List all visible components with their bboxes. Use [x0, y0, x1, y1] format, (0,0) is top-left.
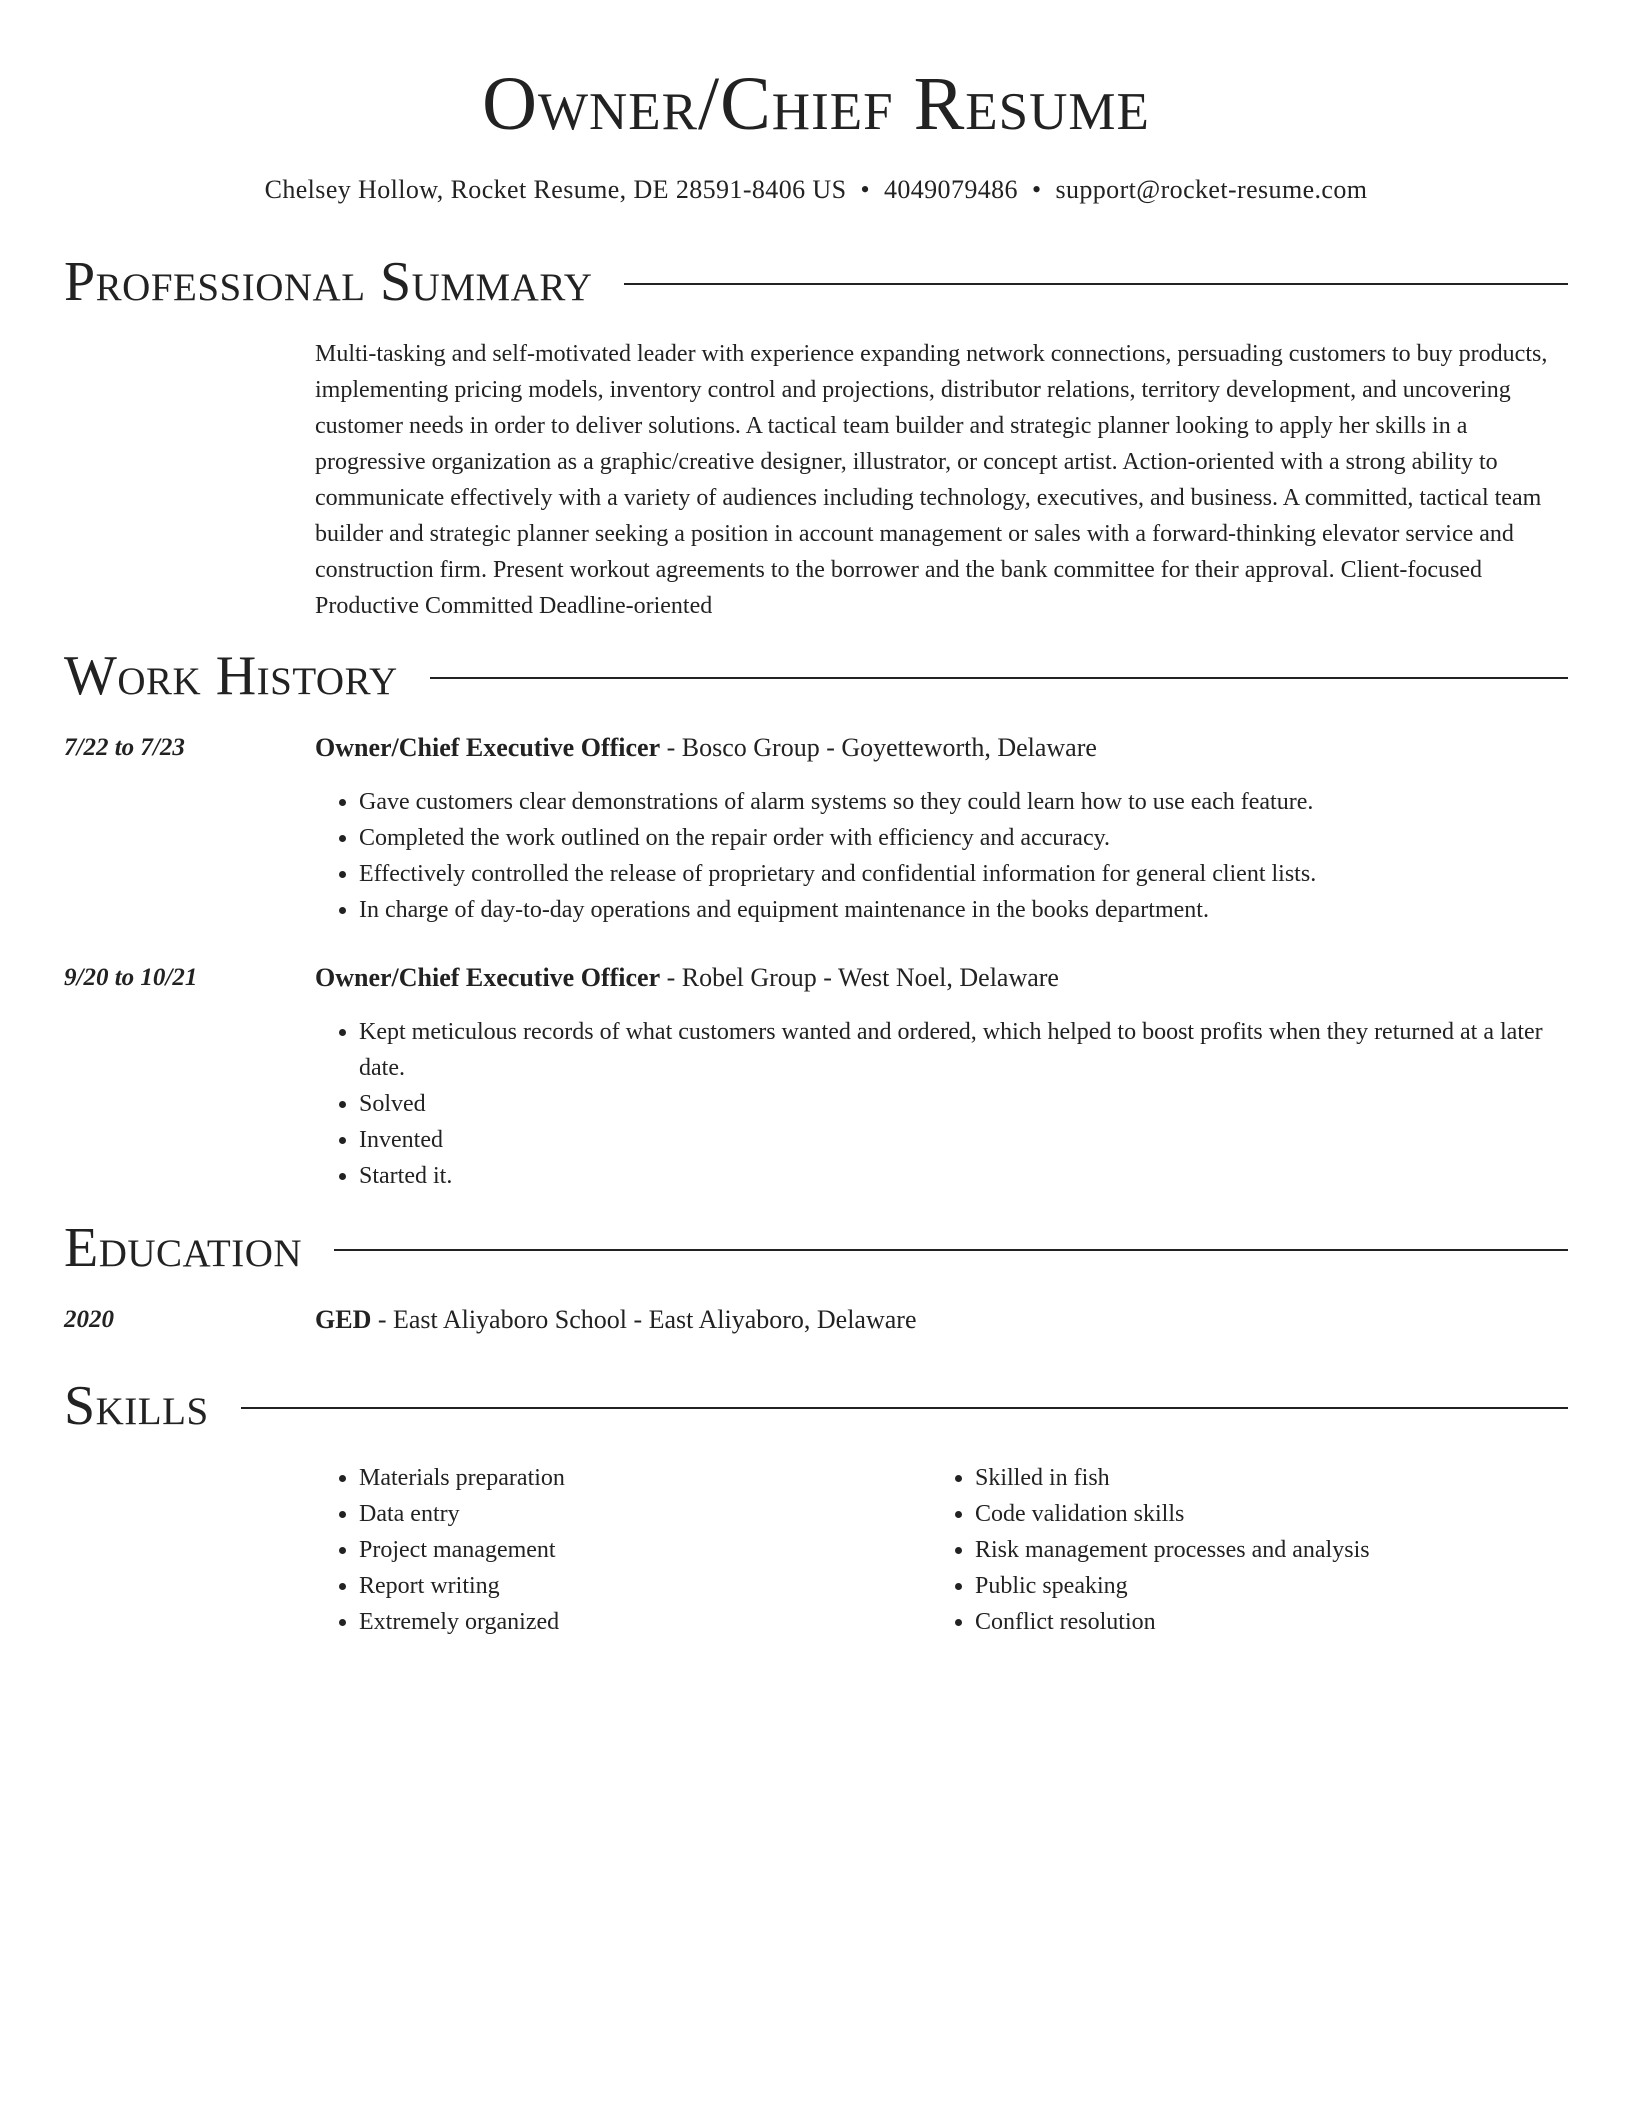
skills-column-right [931, 1460, 1547, 1640]
work-title-line [315, 730, 1097, 766]
contact-separator: • [860, 175, 870, 204]
section-divider [241, 1407, 1568, 1409]
education-school-location: - East Aliyaboro School - East Aliyaboro, Delaware [371, 1305, 917, 1334]
list-item: • In charge of day-to-day operations and equipment maintenance in the books department. [359, 892, 1568, 928]
job-title: Owner/Chief Executive Officer [315, 963, 661, 992]
list-item: • Gave customers clear demonstrations of alarm systems so they could learn how to use each feature. [359, 784, 1568, 820]
job-company-location: - Robel Group - West Noel, Delaware [660, 963, 1059, 992]
skills-grid [315, 1460, 1568, 1640]
section-header-skills [64, 1374, 1568, 1438]
list-item: • Conflict resolution [975, 1604, 1547, 1640]
list-item: • Public speaking [975, 1568, 1547, 1604]
list-item: • Skilled in fish [975, 1460, 1547, 1496]
job-company-location: - Bosco Group - Goyetteworth, Delaware [660, 733, 1097, 762]
contact-phone: 4049079486 [883, 175, 1018, 204]
contact-separator: • [1031, 175, 1042, 204]
skills-column-left [315, 1460, 931, 1640]
list-item: • Report writing [359, 1568, 931, 1604]
list-item: • Data entry [359, 1496, 931, 1532]
list-item: • Solved [359, 1086, 1568, 1122]
section-divider [624, 283, 1568, 285]
work-title-line [315, 960, 1059, 996]
list-item: • Kept meticulous records of what customers wanted and ordered, which helped to boost profits when they returned at a later date. [359, 1014, 1568, 1086]
section-title-work: Work History [64, 645, 398, 707]
list-item: • Project management [359, 1532, 931, 1568]
list-item: • Extremely organized [359, 1604, 931, 1640]
education-year: 2020 [64, 1306, 114, 1333]
job-title: Owner/Chief Executive Officer [315, 733, 661, 762]
section-divider [430, 677, 1568, 679]
work-dates: 7/22 to 7/23 [64, 734, 185, 761]
education-degree: GED [315, 1305, 372, 1334]
list-item: • Materials preparation [359, 1460, 931, 1496]
list-item: • Completed the work outlined on the repair order with efficiency and accuracy. [359, 820, 1568, 856]
contact-email: support@rocket-resume.com [1055, 175, 1368, 204]
section-header-summary [64, 250, 1568, 314]
section-title-education: Education [64, 1217, 303, 1279]
summary-text: Multi-tasking and self-motivated leader with experience expanding network connections, persuading customers to buy products, implementing pricing models, inventory control and projections, distributor relations, territory development, and uncovering customer needs in order to deliver solutions. A tactical team builder and strategic planner looking to apply her skills in a progressive organization as a graphic/creative designer, illustrator, or concept artist. Action-oriented with a strong ability to communicate effectively with a variety of audiences including technology, executives, and business. A committed, tactical team builder and strategic planner seeking a position in account management or sales with a forward-thinking elevator service and construction firm. Present workout agreements to the borrower and the bank committee for their approval. Client-focused Productive Committed Deadline-oriented [315, 341, 1548, 619]
section-divider [334, 1249, 1568, 1251]
education-title-line [315, 1302, 916, 1338]
contact-line [64, 172, 1568, 208]
section-title-summary: Professional Summary [64, 251, 593, 313]
work-bullets [315, 784, 1568, 928]
list-item: • Code validation skills [975, 1496, 1547, 1532]
section-title-skills: Skills [64, 1375, 209, 1437]
resume-title: Owner/Chief Resume [482, 62, 1150, 146]
list-item: • Effectively controlled the release of proprietary and confidential information for general client lists. [359, 856, 1568, 892]
work-bullets [315, 1014, 1568, 1194]
section-header-work [64, 644, 1568, 708]
work-dates: 9/20 to 10/21 [64, 964, 198, 991]
section-header-education [64, 1216, 1568, 1280]
contact-address: Chelsey Hollow, Rocket Resume, DE 28591-8406 US [264, 175, 847, 204]
list-item: • Invented [359, 1122, 1568, 1158]
list-item: • Started it. [359, 1158, 1568, 1194]
list-item: • Risk management processes and analysis [975, 1532, 1547, 1568]
